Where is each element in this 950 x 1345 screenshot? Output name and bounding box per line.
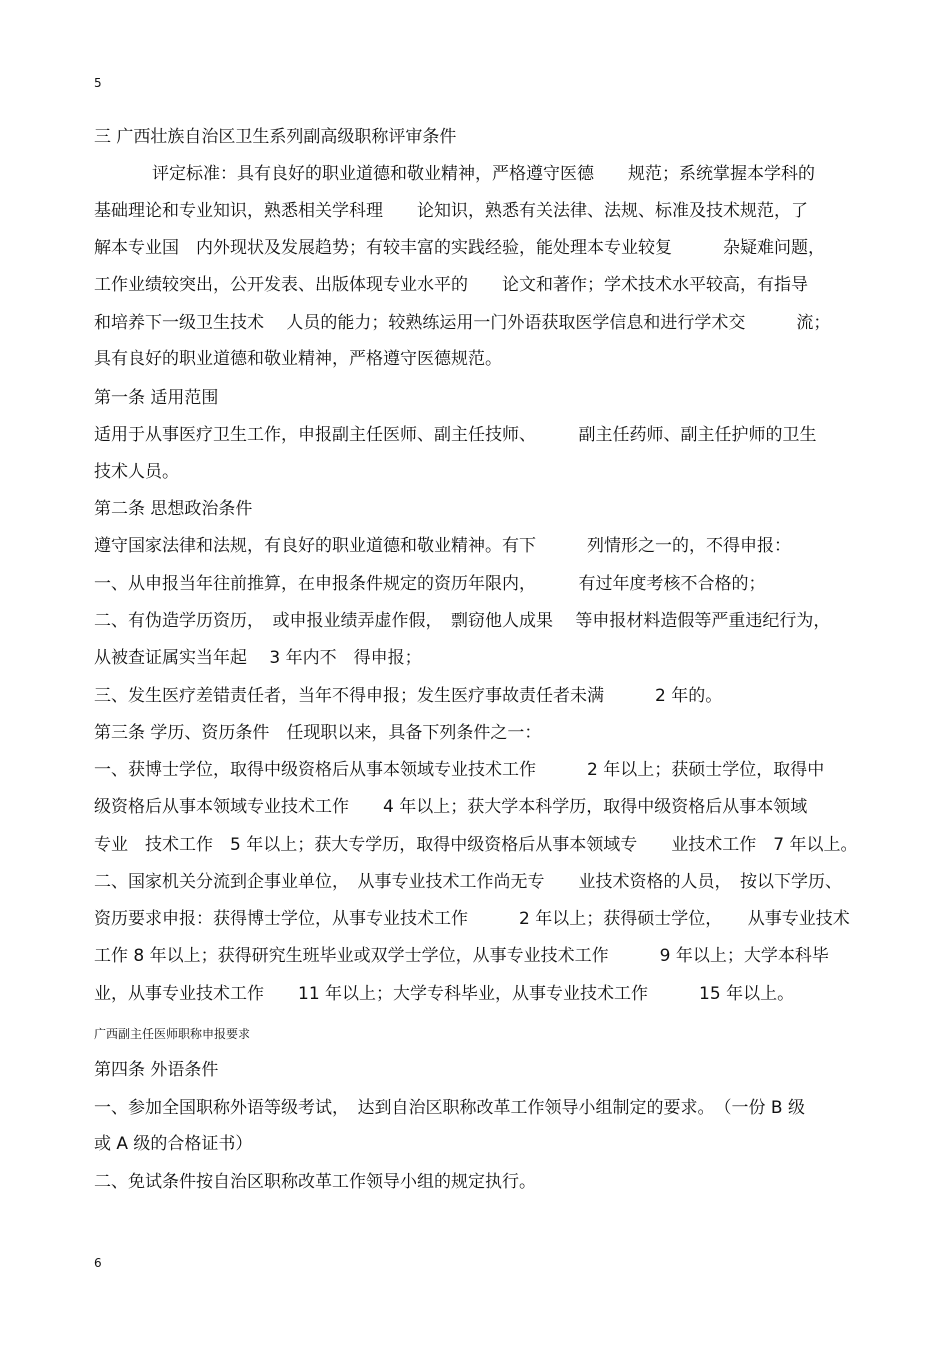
article-1-line: 适用于从事医疗卫生工作，申报副主任医师、副主任技师、 副主任药师、副主任护师的卫生 (94, 425, 817, 445)
article-3-title: 第三条 学历、资历条件 任现职以来，具备下列条件之一： (94, 723, 542, 743)
page-number-top: 5 (94, 76, 102, 90)
section-heading: 三 广西壮族自治区卫生系列副高级职称评审条件 (94, 127, 457, 147)
article-2-line: 三、发生医疗差错责任者，当年不得申报；发生医疗事故责任者未满 2 年的。 (94, 686, 723, 706)
small-subtitle: 广西副主任医师职称申报要求 (94, 1027, 251, 1041)
article-2-line: 从被查证属实当年起 3 年内不 得申报； (94, 648, 422, 668)
standard-line-1: 评定标准：具有良好的职业道德和敬业精神，严格遵守医德 规范；系统掌握本学科的 (152, 164, 815, 184)
article-2-line: 遵守国家法律和法规，有良好的职业道德和敬业精神。有下 列情形之一的，不得申报： (94, 536, 791, 556)
article-4-title: 第四条 外语条件 (94, 1060, 219, 1080)
page-number-bottom: 6 (94, 1256, 102, 1270)
article-3-line: 二、国家机关分流到企事业单位， 从事专业技术工作尚无专 业技术资格的人员， 按以下学历、 (94, 872, 842, 892)
article-2-line: 二、有伪造学历资历， 或申报业绩弄虚作假， 剽窃他人成果 等申报材料造假等严重违纪行为， (94, 611, 831, 631)
article-1-line: 技术人员。 (94, 462, 179, 482)
article-3-line: 级资格后从事本领域专业技术工作 4 年以上；获大学本科学历，取得中级资格后从事本领域 (94, 797, 808, 817)
standard-line-6: 具有良好的职业道德和敬业精神，严格遵守医德规范。 (94, 349, 502, 369)
standard-line-4: 工作业绩较突出，公开发表、出版体现专业水平的 论文和著作；学术技术水平较高，有指导 (94, 275, 808, 295)
article-1-title: 第一条 适用范围 (94, 388, 219, 408)
standard-line-2: 基础理论和专业知识，熟悉相关学科理 论知识，熟悉有关法律、法规、标准及技术规范，了 (94, 201, 808, 221)
article-4-line: 二、免试条件按自治区职称改革工作领导小组的规定执行。 (94, 1172, 536, 1192)
article-3-line: 专业 技术工作 5 年以上；获大专学历，取得中级资格后从事本领域专 业技术工作 7 年以上。 (94, 835, 858, 855)
standard-line-5: 和培养下一级卫生技术 人员的能力；较熟练运用一门外语获取医学信息和进行学术交 流； (94, 313, 831, 333)
article-4-line: 或 A 级的合格证书） (94, 1134, 253, 1154)
article-4-line: 一、参加全国职称外语等级考试， 达到自治区职称改革工作领导小组制定的要求。 （一份 B 级 (94, 1098, 805, 1118)
standard-line-3: 解本专业国 内外现状及发展趋势；有较丰富的实践经验，能处理本专业较复 杂疑难问题， (94, 238, 825, 258)
article-2-title: 第二条 思想政治条件 (94, 499, 253, 519)
article-3-line: 一、获博士学位，取得中级资格后从事本领域专业技术工作 2 年以上；获硕士学位，取得中 (94, 760, 825, 780)
article-3-line: 业，从事专业技术工作 11 年以上；大学专科毕业，从事专业技术工作 15 年以上。 (94, 984, 795, 1004)
article-3-line: 资历要求申报：获得博士学位，从事专业技术工作 2 年以上；获得硕士学位， 从事专业技术 (94, 909, 850, 929)
article-3-line: 工作 8 年以上；获得研究生班毕业或双学士学位，从事专业技术工作 9 年以上；大学本科毕 (94, 946, 829, 966)
article-2-line: 一、从申报当年往前推算，在申报条件规定的资历年限内， 有过年度考核不合格的； (94, 574, 766, 594)
